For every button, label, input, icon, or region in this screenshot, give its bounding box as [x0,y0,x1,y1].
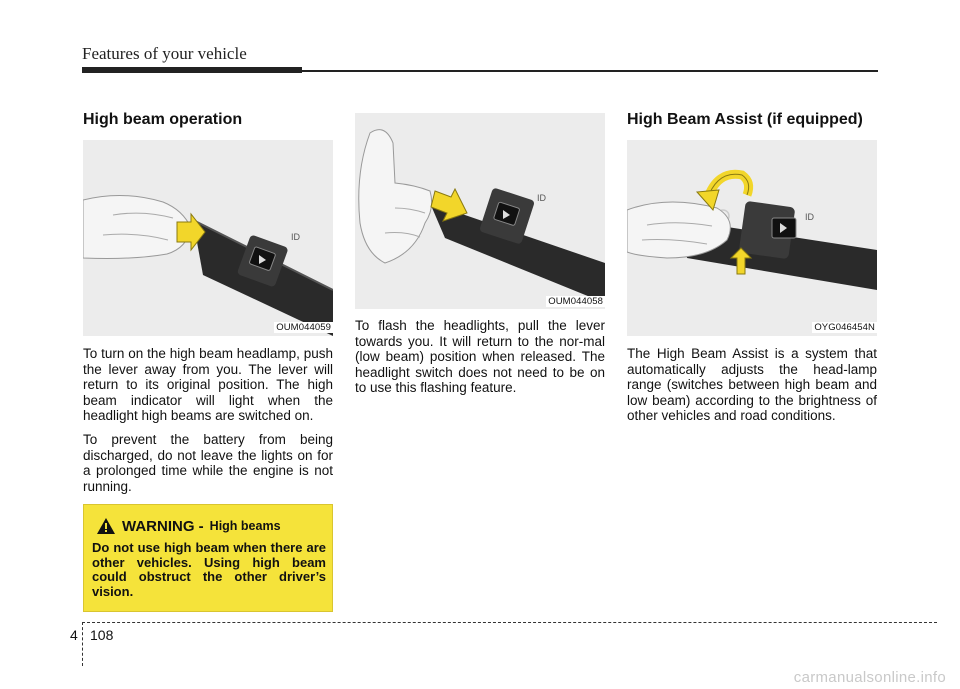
warning-header [96,517,281,535]
svg-text:ID: ID [537,193,546,203]
figure-code-oyg046454n: OYG046454N [814,322,875,333]
page-number: 108 [90,627,114,643]
chapter-number: 4 [70,627,78,643]
svg-text:ID: ID [805,212,814,222]
figure-code-oum044059: OUM044059 [276,322,331,333]
paragraph: To turn on the high beam headlamp, push the lever away from you. The lever will return to its original position. The high beam indicator will light when the headlight high beams are switched on. [83,346,333,424]
paragraph: To prevent the battery from being discharged, do not leave the lights on for a prolonged time while the engine is not running. [83,431,333,494]
body-text-high-beam-operation [83,346,333,502]
svg-text:ID: ID [291,232,300,242]
paragraph: To flash the headlights, pull the lever towards you. It will return to the nor-mal (low beam) position when released. The headlight switch does not need to be on to use this flashing feature. [355,318,605,396]
figure-code-oum044058: OUM044058 [548,296,603,307]
warning-box [83,504,333,612]
section-heading-high-beam-operation: High beam operation [83,111,243,128]
section-heading-high-beam-assist: High Beam Assist (if equipped) [627,111,863,128]
illustration-pull-lever [355,113,605,309]
illustration-push-lever [83,140,333,336]
illustration-high-beam-assist [627,140,877,336]
warning-label: WARNING - [122,517,204,535]
warning-triangle-icon [96,517,116,535]
footer-rule [82,622,937,623]
warning-text: Do not use high beam when there are other vehicles. Using high beam could obstruct the other driver’s vision. [92,540,326,599]
body-text-flash-headlights [355,318,605,404]
header-rule-thin [300,70,878,72]
footer-vertical-rule [82,622,83,666]
watermark: carmanualsonline.info [793,669,946,686]
page-header-title: Features of your vehicle [82,44,247,63]
paragraph: The High Beam Assist is a system that automatically adjusts the head-lamp range (switches between high beam and low beam) according to the brightness of other vehicles and road conditions. [627,346,877,424]
body-text-high-beam-assist [627,346,877,432]
warning-subject: High beams [209,519,281,533]
header-rule-thick [82,67,302,73]
